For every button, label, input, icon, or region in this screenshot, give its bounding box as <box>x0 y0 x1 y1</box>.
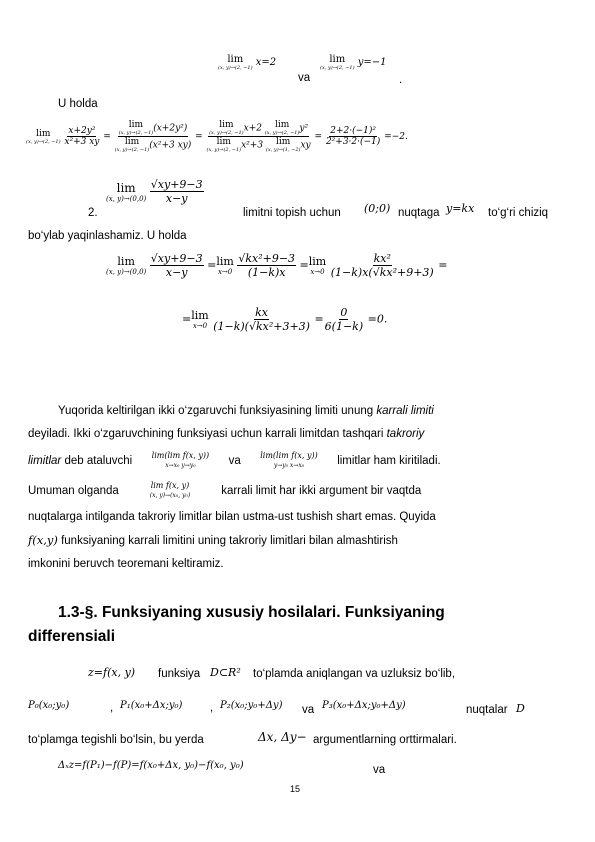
period: . <box>399 74 403 86</box>
fraction: $\frac{\text{x+2y²}}{\text{x²+3 xy}}$ <box>64 126 100 147</box>
limit-x <box>218 54 253 71</box>
comma: , <box>210 702 214 714</box>
fraction: lim (x, y)→(2, −1) (x+2y²) lim (x, y)→(2, −1) (x²+3 xy) <box>114 120 192 153</box>
lim-subscript: (x, y)→(2, −1) <box>218 65 253 71</box>
limit-chain-2: lim (x, y)→(0,0) $\frac{√xy+9-3}{x-y}$ = lim x→0 $\frac{\text{√kx²+9−3}}{(1-k)x}$ = lim x→0 $\frac{\text{kx²}}{\text{(1−k)x(√kx²+9+3)}}$ = <box>106 252 448 279</box>
increments: Δx, Δy− <box>258 730 307 744</box>
point-p0: P₀(x₀;y₀) <box>28 700 70 711</box>
lim-word: lim <box>329 54 346 65</box>
lim-subscript: (x, y)→(2, −1) <box>320 65 355 71</box>
va-word: va <box>302 704 315 716</box>
text: nuqtaga <box>398 207 440 219</box>
limit-chain-1: lim (x, y)→(2, −1) $\frac{\text{x+2y²}}{\text{x²+3 xy}}$ = lim (x, y)→(2, −1) (x+2y²) lim (x, y)→(2, −1) (x²+3 xy) = lim (x, y)→(2, −1) x+2 lim (x, y)→(2, −1) y² lim (x, y)→(2, −1) x²+3 lim (x, y)→(1, −2) xy = $\frac{\text{2+2·(−1)²}}{\text{2²+3·2·(−1)}}$ =−2. <box>26 120 408 153</box>
text: limitni topish uchun <box>243 207 341 219</box>
domain: D⊂R² <box>210 666 241 679</box>
limit-y <box>320 54 355 71</box>
lim-subscript: (x, y)→(2, −1) <box>26 138 61 145</box>
text: bo‘ylab yaqinlashamiz. U holda <box>28 230 187 242</box>
item-number: 2. <box>88 207 98 219</box>
limit-x-body: x=2 <box>255 57 277 68</box>
text: to‘plamga tegishli bo‘lsin, bu yerda <box>28 734 204 746</box>
section-heading-cont: differensiali <box>28 628 115 645</box>
text: to‘g‘ri chiziq <box>488 207 549 219</box>
text: funksiya <box>158 668 201 680</box>
limit-item2: lim (x, y)→(0,0) $\frac{√xy+9-3}{x-y}$ <box>106 178 203 205</box>
limit-chain-3: = lim x→0 $\frac{kx}{\text{(1−k)(√kx²+3+3)}}$ = $\frac{0}{6(1-k)}$ =0. <box>182 306 388 333</box>
set-d: D <box>516 702 525 715</box>
u-holda-1: U holda <box>58 98 98 110</box>
increment-formula: Δₓz=f(P₁)−f(P)=f(x₀+Δx, y₀)−f(x₀, y₀) <box>58 760 244 771</box>
point-p1: P₁(x₀+Δx;y₀) <box>120 700 183 711</box>
text: nuqtalar <box>466 704 508 716</box>
fraction: $\frac{\text{2+2·(−1)²}}{\text{2²+3·2·(−1)}}$ <box>325 126 381 147</box>
comma: , <box>110 702 114 714</box>
point-p3: P₃(x₀+Δx;y₀+Δy) <box>322 700 406 711</box>
lim-word: lim <box>227 54 244 65</box>
page-number: 15 <box>290 784 301 794</box>
text: argumentlarning orttirmalari. <box>313 734 457 746</box>
va-word: va <box>298 72 311 84</box>
function: z=f(x, y) <box>88 666 136 679</box>
result: =−2. <box>384 132 408 142</box>
section-heading: 1.3-§. Funksiyaning xususiy hosilalari. Funksiyaning <box>58 604 445 621</box>
point-p2: P₂(x₀;y₀+Δy) <box>220 700 283 711</box>
paragraph: Yuqorida keltirilgan ikki o‘zgaruvchi funksiyasining limiti unung karrali limiti deyiladi. Ikki o‘zgaruvchining funksiyasi uchun karrali limitdan tashqari takroriy limitlar deb ataluvchi lim(lim f(x, y)) x→x₀ y→y₀ va lim(lim f(x, y)) y→y₀ x→x₀ limitlar ham kiritiladi. Umuman olganda lim f(x, y) (x, y)→(x₀, y₀) karrali limit har ikki argument bir vaqtda nuqtalarga intilganda takroriy limitlar bilan ustma-ust tushish shart emas. Quyida f(x,y) funksiyaning karrali limitini uning takroriy limitlari bilan almashtirish imkonini beruvch teoremani keltiramiz. <box>28 405 441 570</box>
limit-y-body: y=−1 <box>357 57 387 68</box>
fraction: lim (x, y)→(2, −1) x+2 lim (x, y)→(2, −1) y² lim (x, y)→(2, −1) x²+3 lim (x, y)→(1, −2) xy <box>206 120 311 153</box>
point: (0;0) <box>364 202 391 215</box>
line-eq: y=kx <box>446 202 475 215</box>
va-word: va <box>373 764 386 776</box>
text: to‘plamda aniqlangan va uzluksiz bo‘lib, <box>253 668 456 680</box>
